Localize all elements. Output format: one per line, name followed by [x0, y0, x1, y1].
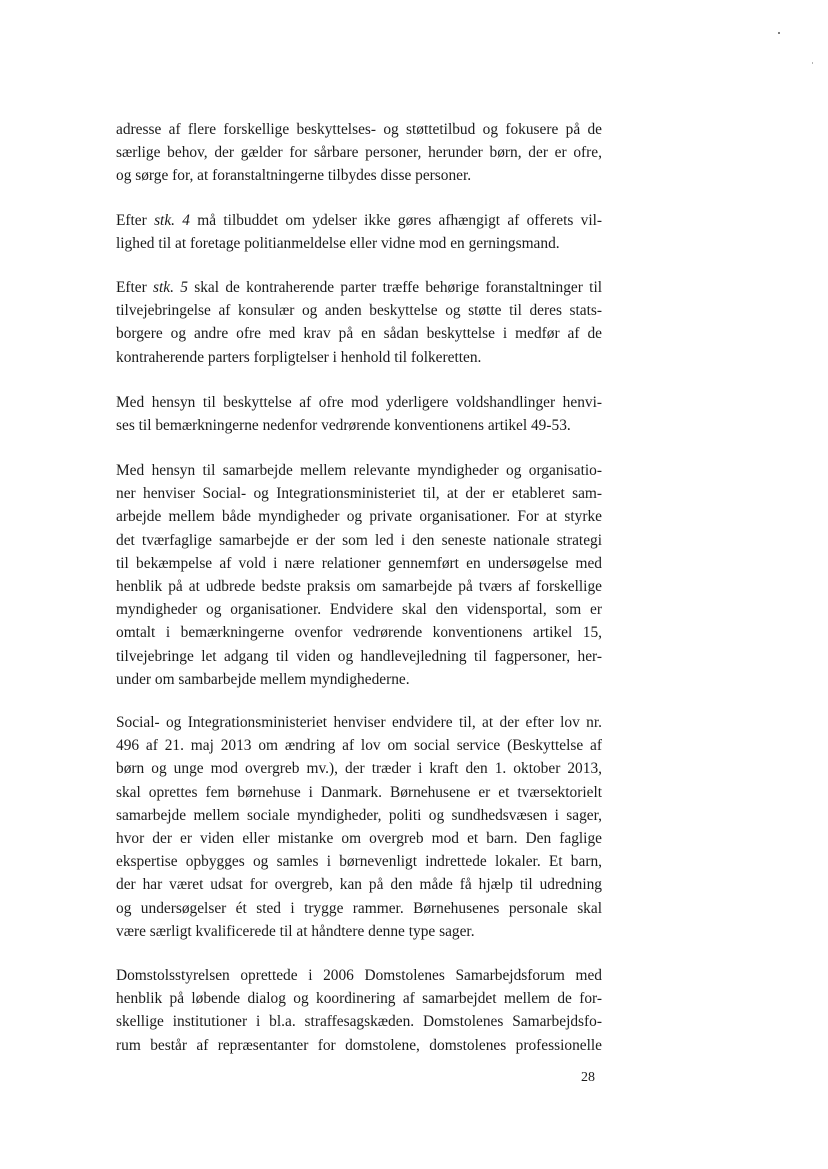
text-line: særlige behov, der gælder for sårbare personer, herunder børn, der er ofre, — [116, 144, 602, 162]
text-line: skal oprettes fem børnehuse i Danmark. Børnehusene er et tværsektorielt — [116, 783, 602, 801]
text-line: være særligt kvalificerede til at håndtere denne type sager. — [116, 922, 475, 940]
text-line: til bekæmpelse af vold i nære relationer gennemført en undersøgelse med — [116, 554, 602, 572]
text-line: Efter stk. 4 må tilbuddet om ydelser ikke gøres afhængigt af offerets vil- — [116, 212, 602, 229]
text-line: borgere og andre ofre med krav på en sådan beskyttelse i medfør af de — [116, 325, 602, 343]
text-line: kontraherende parters forpligtelser i henhold til folkeretten. — [116, 348, 482, 366]
text-line: rum består af repræsentanter for domstolene, domstolenes professionelle — [116, 1036, 602, 1054]
paragraph-1 — [116, 118, 602, 188]
text-line: og sørge for, at foranstaltningerne tilbydes disse personer. — [116, 167, 472, 185]
text-line: hvor der er viden eller mistanke om overgreb mod et barn. Den faglige — [116, 829, 602, 847]
text-line: tilvejebringelse af konsulær og anden beskyttelse og støtte til deres stats- — [116, 302, 602, 320]
text-line: adresse af flere forskellige beskyttelses- og støttetilbud og fokusere på de — [116, 121, 602, 138]
text-line: henblik på løbende dialog og koordinering af samarbejdet mellem de for- — [116, 990, 602, 1008]
text-line: samarbejde mellem sociale myndigheder, politi og sundhedsvæsen i sager, — [116, 806, 602, 824]
text-line: ekspertise opbygges og samles i børnevenligt indrettede lokaler. Et barn, — [116, 853, 602, 871]
text-line: tilvejebringe let adgang til viden og handlevejledning til fagpersoner, her- — [116, 647, 602, 665]
text-line: Social- og Integrationsministeriet henviser endvidere til, at der efter lov nr. — [116, 714, 602, 731]
text-line: ses til bemærkningerne nedenfor vedrørende konventionens artikel 49-53. — [116, 417, 571, 435]
scan-speck — [812, 62, 813, 64]
text-line: der har været udsat for overgreb, kan på den måde få hjælp til udredning — [116, 876, 602, 894]
text-line: 496 af 21. maj 2013 om ændring af lov om social service (Beskyttelse af — [116, 737, 602, 755]
text-line: Efter stk. 5 skal de kontraherende parter træffe behørige foranstaltninger til — [116, 279, 602, 296]
paragraph-6 — [116, 711, 602, 943]
text-line: arbejde mellem både myndigheder og private organisationer. For at styrke — [116, 508, 602, 526]
text-line: Domstolsstyrelsen oprettede i 2006 Domstolenes Samarbejdsforum med — [116, 967, 602, 984]
text-line: Med hensyn til beskyttelse af ofre mod yderligere voldshandlinger henvi- — [116, 394, 602, 411]
text-line: omtalt i bemærkningerne ovenfor vedrørende konventionens artikel 15, — [116, 624, 602, 642]
paragraph-3 — [116, 276, 602, 369]
text-line: det tværfaglige samarbejde er der som led i den seneste nationale strategi — [116, 531, 602, 549]
paragraph-7 — [116, 964, 602, 1057]
text-line: Med hensyn til samarbejde mellem relevante myndigheder og organisatio- — [116, 462, 602, 479]
text-line: myndigheder og organisationer. Endvidere skal den vidensportal, som er — [116, 601, 602, 619]
scan-speck — [778, 32, 780, 34]
text-line: henblik på at udbrede bedste praksis om samarbejde på tværs af forskellige — [116, 577, 602, 595]
text-line: skellige institutioner i bl.a. straffesagskæden. Domstolenes Samarbejdsfo- — [116, 1013, 602, 1031]
page-number: 28 — [581, 1070, 595, 1085]
text-line: ner henviser Social- og Integrationsministeriet til, at der er etableret sam- — [116, 485, 602, 503]
text-line: børn og unge mod overgreb mv.), der træder i kraft den 1. oktober 2013, — [116, 760, 602, 778]
text-line: under om sambarbejde mellem myndighederne. — [116, 670, 410, 688]
paragraph-4 — [116, 391, 602, 437]
paragraph-5 — [116, 459, 602, 691]
paragraph-2 — [116, 209, 602, 255]
text-line: lighed til at foretage politianmeldelse eller vidne mod en gerningsmand. — [116, 235, 560, 253]
text-line: og undersøgelser ét sted i trygge rammer. Børnehusenes personale skal — [116, 899, 602, 917]
